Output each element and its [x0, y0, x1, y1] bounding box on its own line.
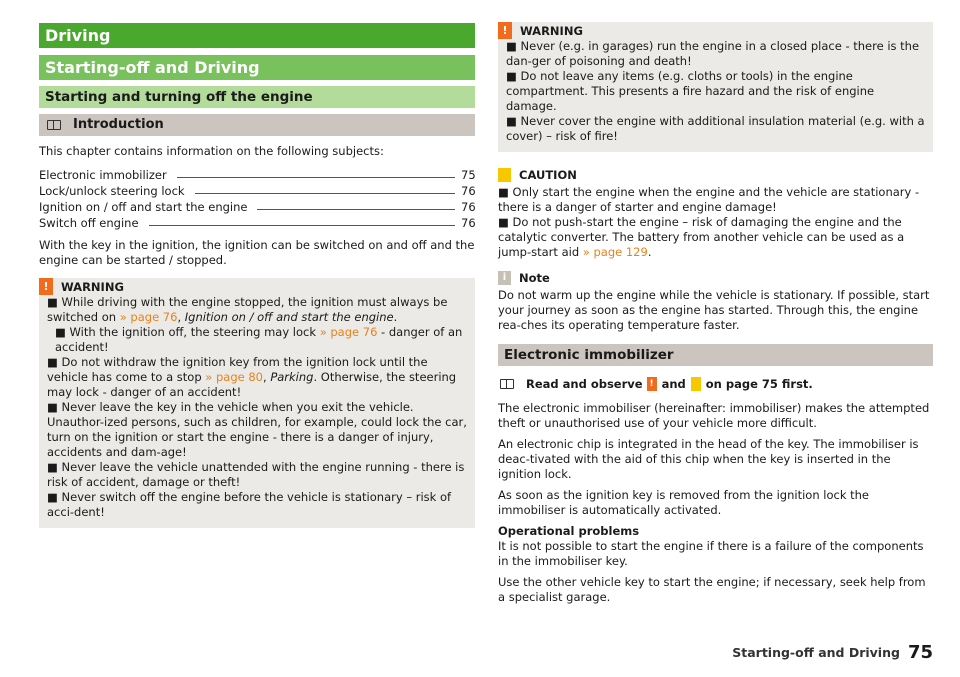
warning-label: WARNING — [520, 23, 583, 38]
warning-body — [498, 39, 933, 144]
caution-header — [498, 167, 933, 182]
note-label: Note — [519, 270, 550, 285]
warning-item: ■ Never leave the key in the vehicle when you exit the vehicle. Unauthor-ized persons, such as children, for example, could lock the car, turn on the ignition or start the engine - there is a danger of injury, accidents and dam-age! — [47, 400, 467, 459]
caution-block — [498, 167, 933, 260]
warning-icon: ! — [647, 377, 657, 391]
warning-header — [498, 22, 933, 39]
toc-entry[interactable] — [39, 198, 475, 214]
operational-problems-heading: Operational problems — [498, 524, 640, 538]
warning-body — [39, 295, 475, 520]
note-block — [498, 270, 933, 333]
warning-item: ■ Do not withdraw the ignition key from the ignition lock until the vehicle has come to a stop » page 80, Parking. Otherwise, the steering may lock - danger of an accident! — [47, 355, 457, 399]
note-text: Do not warm up the engine while the vehicle is stationary. If possible, start your journey as soon as the engine has started. Through this, the engine rea-ches its operating temperature faster. — [498, 288, 930, 332]
warning-icon: ! — [498, 22, 512, 39]
section-heading-immobilizer: Electronic immobilizer — [498, 344, 933, 366]
warning-item: ■ While driving with the engine stopped, the ignition must always be switched on » page 76, Ignition on / off and start the engine. — [47, 295, 448, 324]
reference-title: Parking — [270, 370, 314, 384]
caution-item: ■ Only start the engine when the engine and the vehicle are stationary - there is a danger of starter and engine damage! — [498, 185, 920, 214]
toc-title: Lock/unlock steering lock — [39, 184, 185, 198]
toc-page: 76 — [461, 200, 476, 214]
book-icon — [47, 120, 61, 130]
note-header — [498, 270, 933, 285]
warning-item: ■ Never leave the vehicle unattended with the engine running - there is risk of accident, damage or theft! — [47, 460, 465, 489]
caution-item: ■ Do not push-start the engine – risk of damaging the engine and the catalytic converter. The battery from another vehicle can be used as a jump-start aid » page 129. — [498, 215, 905, 259]
intro-text: This chapter contains information on the following subjects: — [39, 144, 384, 158]
introduction-label: Introduction — [73, 117, 164, 132]
book-icon — [500, 379, 514, 389]
key-ignition-text: With the key in the ignition, the ignition can be switched on and off and the engine can be started / stopped. — [39, 238, 475, 267]
warning-item: ■ Do not leave any items (e.g. cloths or tools) in the engine compartment. This presents a fire hazard and the risk of engine damage. — [506, 69, 875, 113]
warning-item: ■ Never cover the engine with additional insulation material (e.g. with a cover) – risk of fire! — [506, 114, 925, 143]
toc-entry[interactable] — [39, 166, 475, 182]
caution-icon — [498, 168, 511, 182]
warning-icon: ! — [39, 278, 53, 295]
body-paragraph: As soon as the ignition key is removed from the ignition lock the immobiliser is automatically activated. — [498, 488, 870, 517]
introduction-heading — [39, 114, 475, 136]
section-heading-engine: Starting and turning off the engine — [39, 86, 475, 108]
body-paragraph: The electronic immobiliser (hereinafter: immobiliser) makes the attempted theft or unauthorised use of your vehicle more difficult. — [498, 401, 930, 430]
warning-box — [498, 22, 933, 152]
page-link[interactable]: » page 80 — [205, 370, 263, 384]
toc-title: Switch off engine — [39, 216, 139, 230]
toc-entry[interactable] — [39, 182, 475, 198]
section-heading-driving: Driving — [39, 23, 475, 48]
toc-title: Electronic immobilizer — [39, 168, 167, 182]
table-of-contents — [39, 166, 475, 230]
read-and-observe: Read and observe ! and on page 75 first. — [498, 376, 933, 391]
caution-label: CAUTION — [519, 167, 577, 182]
page-link[interactable]: » page 129 — [582, 245, 648, 259]
page-link[interactable]: » page 76 — [119, 310, 178, 324]
toc-page: 76 — [461, 216, 476, 230]
warning-header — [39, 278, 475, 295]
footer-title: Starting-off and Driving — [732, 645, 900, 660]
page-link[interactable]: » page 76 — [319, 325, 378, 339]
body-paragraph: An electronic chip is integrated in the head of the key. The immobiliser is deac-tivated with the aid of this chip when the key is inserted in the ignition lock. — [498, 437, 919, 481]
toc-page: 76 — [461, 184, 476, 198]
right-column — [498, 22, 933, 605]
page-number: 75 — [907, 642, 933, 663]
warning-item: ■ Never (e.g. in garages) run the engine in a closed place - there is the dan-ger of poisoning and death! — [506, 39, 920, 68]
page-footer — [732, 642, 933, 663]
section-heading-starting-off: Starting-off and Driving — [39, 55, 475, 80]
caution-icon — [691, 377, 701, 391]
toc-page: 75 — [461, 168, 476, 182]
toc-title: Ignition on / off and start the engine — [39, 200, 248, 214]
left-column — [39, 23, 475, 528]
warning-label: WARNING — [61, 279, 124, 294]
warning-item: ■ Never switch off the engine before the vehicle is stationary – risk of acci-dent! — [47, 490, 452, 519]
info-icon: i — [498, 271, 511, 285]
body-paragraph: It is not possible to start the engine if there is a failure of the components in the immobiliser key. — [498, 539, 924, 568]
reference-title: Ignition on / off and start the engine — [184, 310, 394, 324]
body-paragraph: Use the other vehicle key to start the engine; if necessary, seek help from a specialist garage. — [498, 575, 926, 604]
warning-box — [39, 278, 475, 528]
warning-subitem: ■ With the ignition off, the steering may lock » page 76 - danger of an accident! — [55, 325, 463, 354]
toc-entry[interactable] — [39, 214, 475, 230]
